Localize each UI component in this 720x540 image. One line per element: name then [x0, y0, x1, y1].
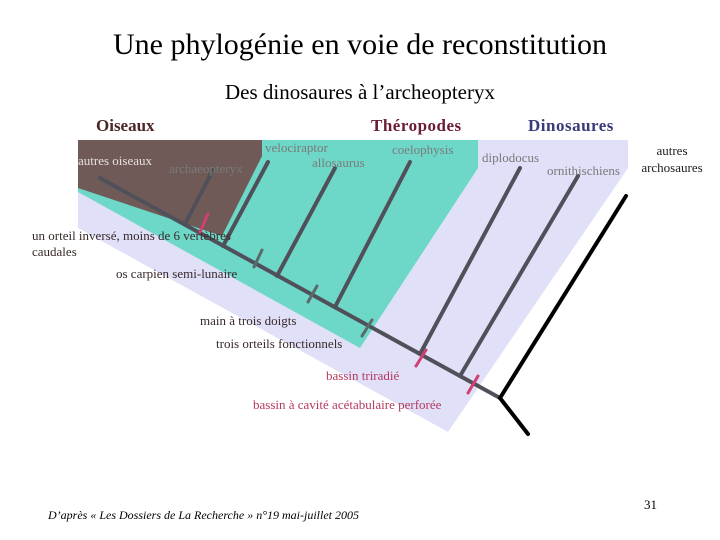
trait-main-trois-doigts: main à trois doigts [200, 313, 297, 328]
branch-root [500, 398, 528, 434]
trait-bassin-cavite: bassin à cavité acétabulaire perforée [253, 397, 442, 412]
taxon-autres-oiseaux: autres oiseaux [78, 153, 153, 168]
group-label-dinosaures: Dinosaures [528, 116, 614, 135]
source-citation: D’après « Les Dossiers de La Recherche » n°19 mai-juillet 2005 [48, 508, 359, 522]
page-subtitle: Des dinosaures à l’archeopteryx [225, 80, 495, 104]
taxon-velociraptor: velociraptor [265, 140, 328, 155]
taxon-autres-archosaures: autres archosaures [641, 143, 703, 175]
taxon-diplodocus: diplodocus [482, 150, 540, 165]
taxon-allosaurus: allosaurus [312, 155, 365, 170]
taxon-archaeopteryx: archaeopteryx [169, 161, 243, 176]
trait-bassin-triradie: bassin triradié [326, 368, 400, 383]
group-label-oiseaux: Oiseaux [96, 116, 155, 135]
trait-orteil-inverse: un orteil inversé, moins de 6 vertèbres caudales [32, 228, 231, 259]
group-label-theropodes: Théropodes [371, 116, 462, 135]
trait-os-carpien: os carpien semi-lunaire [116, 266, 238, 281]
page-title: Une phylogénie en voie de reconstitution [112, 28, 608, 61]
page-number: 31 [644, 497, 657, 512]
taxon-coelophysis: coelophysis [392, 142, 454, 157]
taxon-ornithischiens: ornithischiens [547, 163, 620, 178]
trait-trois-orteils: trois orteils fonctionnels [216, 336, 343, 351]
